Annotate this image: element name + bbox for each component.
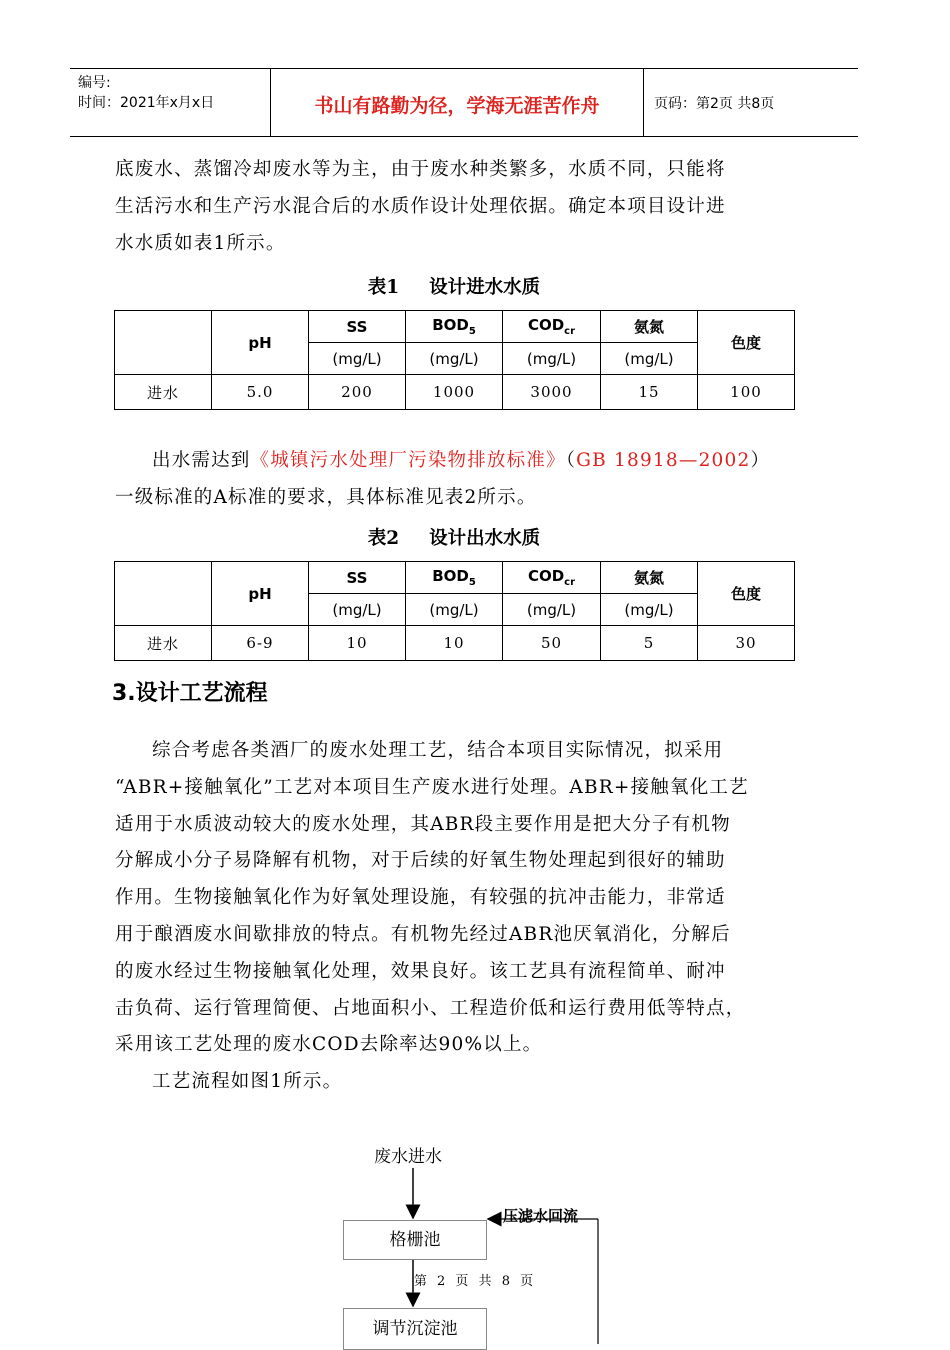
text-line: 作用。生物接触氧化作为好氧处理设施，有较强的抗冲击能力，非常适	[115, 887, 726, 909]
flow-box-grid-tank: 格栅池	[343, 1220, 487, 1260]
col-header-ammonia: 氨氮	[601, 562, 698, 594]
unit-cell: (mg/L)	[503, 594, 601, 626]
unit-cell: (mg/L)	[309, 343, 406, 375]
table2-caption-no: 表2	[367, 528, 400, 549]
table1-caption-no: 表1	[367, 277, 400, 298]
value-cod: 3000	[503, 375, 601, 410]
value-ss: 200	[309, 375, 406, 410]
close-paren: ）	[750, 450, 771, 471]
col-header-ph: pH	[212, 311, 309, 375]
text-line: 用于酿酒废水间歇排放的特点。有机物先经过ABR池厌氧消化，分解后	[115, 923, 731, 945]
open-paren: （	[565, 450, 577, 471]
value-bod: 10	[406, 626, 503, 661]
text-line: 的废水经过生物接触氧化处理，效果良好。该工艺具有流程简单、耐冲	[115, 960, 726, 982]
bod-subscript: 5	[468, 577, 476, 588]
header-page-info: 页码：第2页 共8页	[654, 96, 775, 112]
value-cod: 50	[503, 626, 601, 661]
standard-code: GB 18918—2002	[576, 450, 751, 471]
col-header-color: 色度	[698, 311, 795, 375]
col-header-ammonia: 氨氮	[601, 311, 698, 343]
standard-name: 《城镇污水处理厂污染物排放标准》	[250, 450, 566, 471]
value-ph: 5.0	[212, 375, 309, 410]
unit-cell: (mg/L)	[406, 594, 503, 626]
col-header-ph: pH	[212, 562, 309, 626]
text-line: 适用于水质波动较大的废水处理，其ABR段主要作用是把大分子有机物	[115, 813, 731, 835]
cod-subscript: cr	[564, 577, 576, 588]
row-label: 进水	[115, 375, 212, 410]
text-line: 生活污水和生产污水混合后的水质作设计处理依据。确定本项目设计进	[115, 195, 726, 217]
bod-subscript: 5	[468, 326, 476, 337]
unit-cell: (mg/L)	[309, 594, 406, 626]
unit-cell: (mg/L)	[503, 343, 601, 375]
unit-cell: (mg/L)	[406, 343, 503, 375]
col-header-color: 色度	[698, 562, 795, 626]
bod-label: BOD	[432, 316, 469, 334]
unit-cell: (mg/L)	[601, 594, 698, 626]
text-line: 一级标准的A标准的要求，具体标准见表2所示。	[115, 486, 537, 508]
header-motto: 书山有路勤为径，学海无涯苦作舟	[314, 95, 600, 117]
number-label: 编号:	[78, 75, 111, 91]
cod-label: COD	[527, 316, 565, 334]
section-title: 3.设计工艺流程	[112, 681, 268, 706]
bod-label: BOD	[432, 567, 469, 585]
text-line: “ABR+接触氧化”工艺对本项目生产废水进行处理。ABR+接触氧化工艺	[115, 776, 749, 798]
text-line: 采用该工艺处理的废水COD去除率达90%以上。	[115, 1034, 543, 1056]
value-bod: 1000	[406, 375, 503, 410]
lead-text: 出水需达到	[152, 450, 251, 471]
time-label: 时间：2021年x月x日	[78, 95, 215, 111]
value-ph: 6-9	[212, 626, 309, 661]
unit-cell: (mg/L)	[601, 343, 698, 375]
text-line: 击负荷、运行管理简便、占地面积小、工程造价低和运行费用低等特点，	[115, 997, 746, 1019]
text-line: 工艺流程如图1所示。	[152, 1071, 343, 1093]
text-line: 水水质如表1所示。	[115, 232, 286, 254]
text-line: 底废水、蒸馏冷却废水等为主，由于废水种类繁多，水质不同，只能将	[115, 159, 726, 180]
value-color: 100	[698, 375, 795, 410]
text-line: 综合考虑各类酒厂的废水处理工艺，结合本项目实际情况，拟采用	[152, 740, 724, 761]
flow-input-label: 废水进水	[374, 1147, 442, 1167]
cod-subscript: cr	[564, 326, 576, 337]
flow-box-regulating-tank: 调节沉淀池	[343, 1308, 487, 1350]
page-footer: 第 2 页 共 8 页	[413, 1274, 537, 1289]
col-header-ss: SS	[309, 562, 406, 594]
table1-caption-title: 设计进水水质	[429, 277, 541, 298]
col-header-ss: SS	[309, 311, 406, 343]
value-ss: 10	[309, 626, 406, 661]
value-ammonia: 15	[601, 375, 698, 410]
text-line: 分解成小分子易降解有机物，对于后续的好氧生物处理起到很好的辅助	[115, 850, 726, 872]
value-color: 30	[698, 626, 795, 661]
value-ammonia: 5	[601, 626, 698, 661]
row-label: 进水	[115, 626, 212, 661]
flow-return-label: 压滤水回流	[503, 1207, 579, 1225]
table2-caption-title: 设计出水水质	[429, 528, 541, 549]
cod-label: COD	[527, 567, 565, 585]
